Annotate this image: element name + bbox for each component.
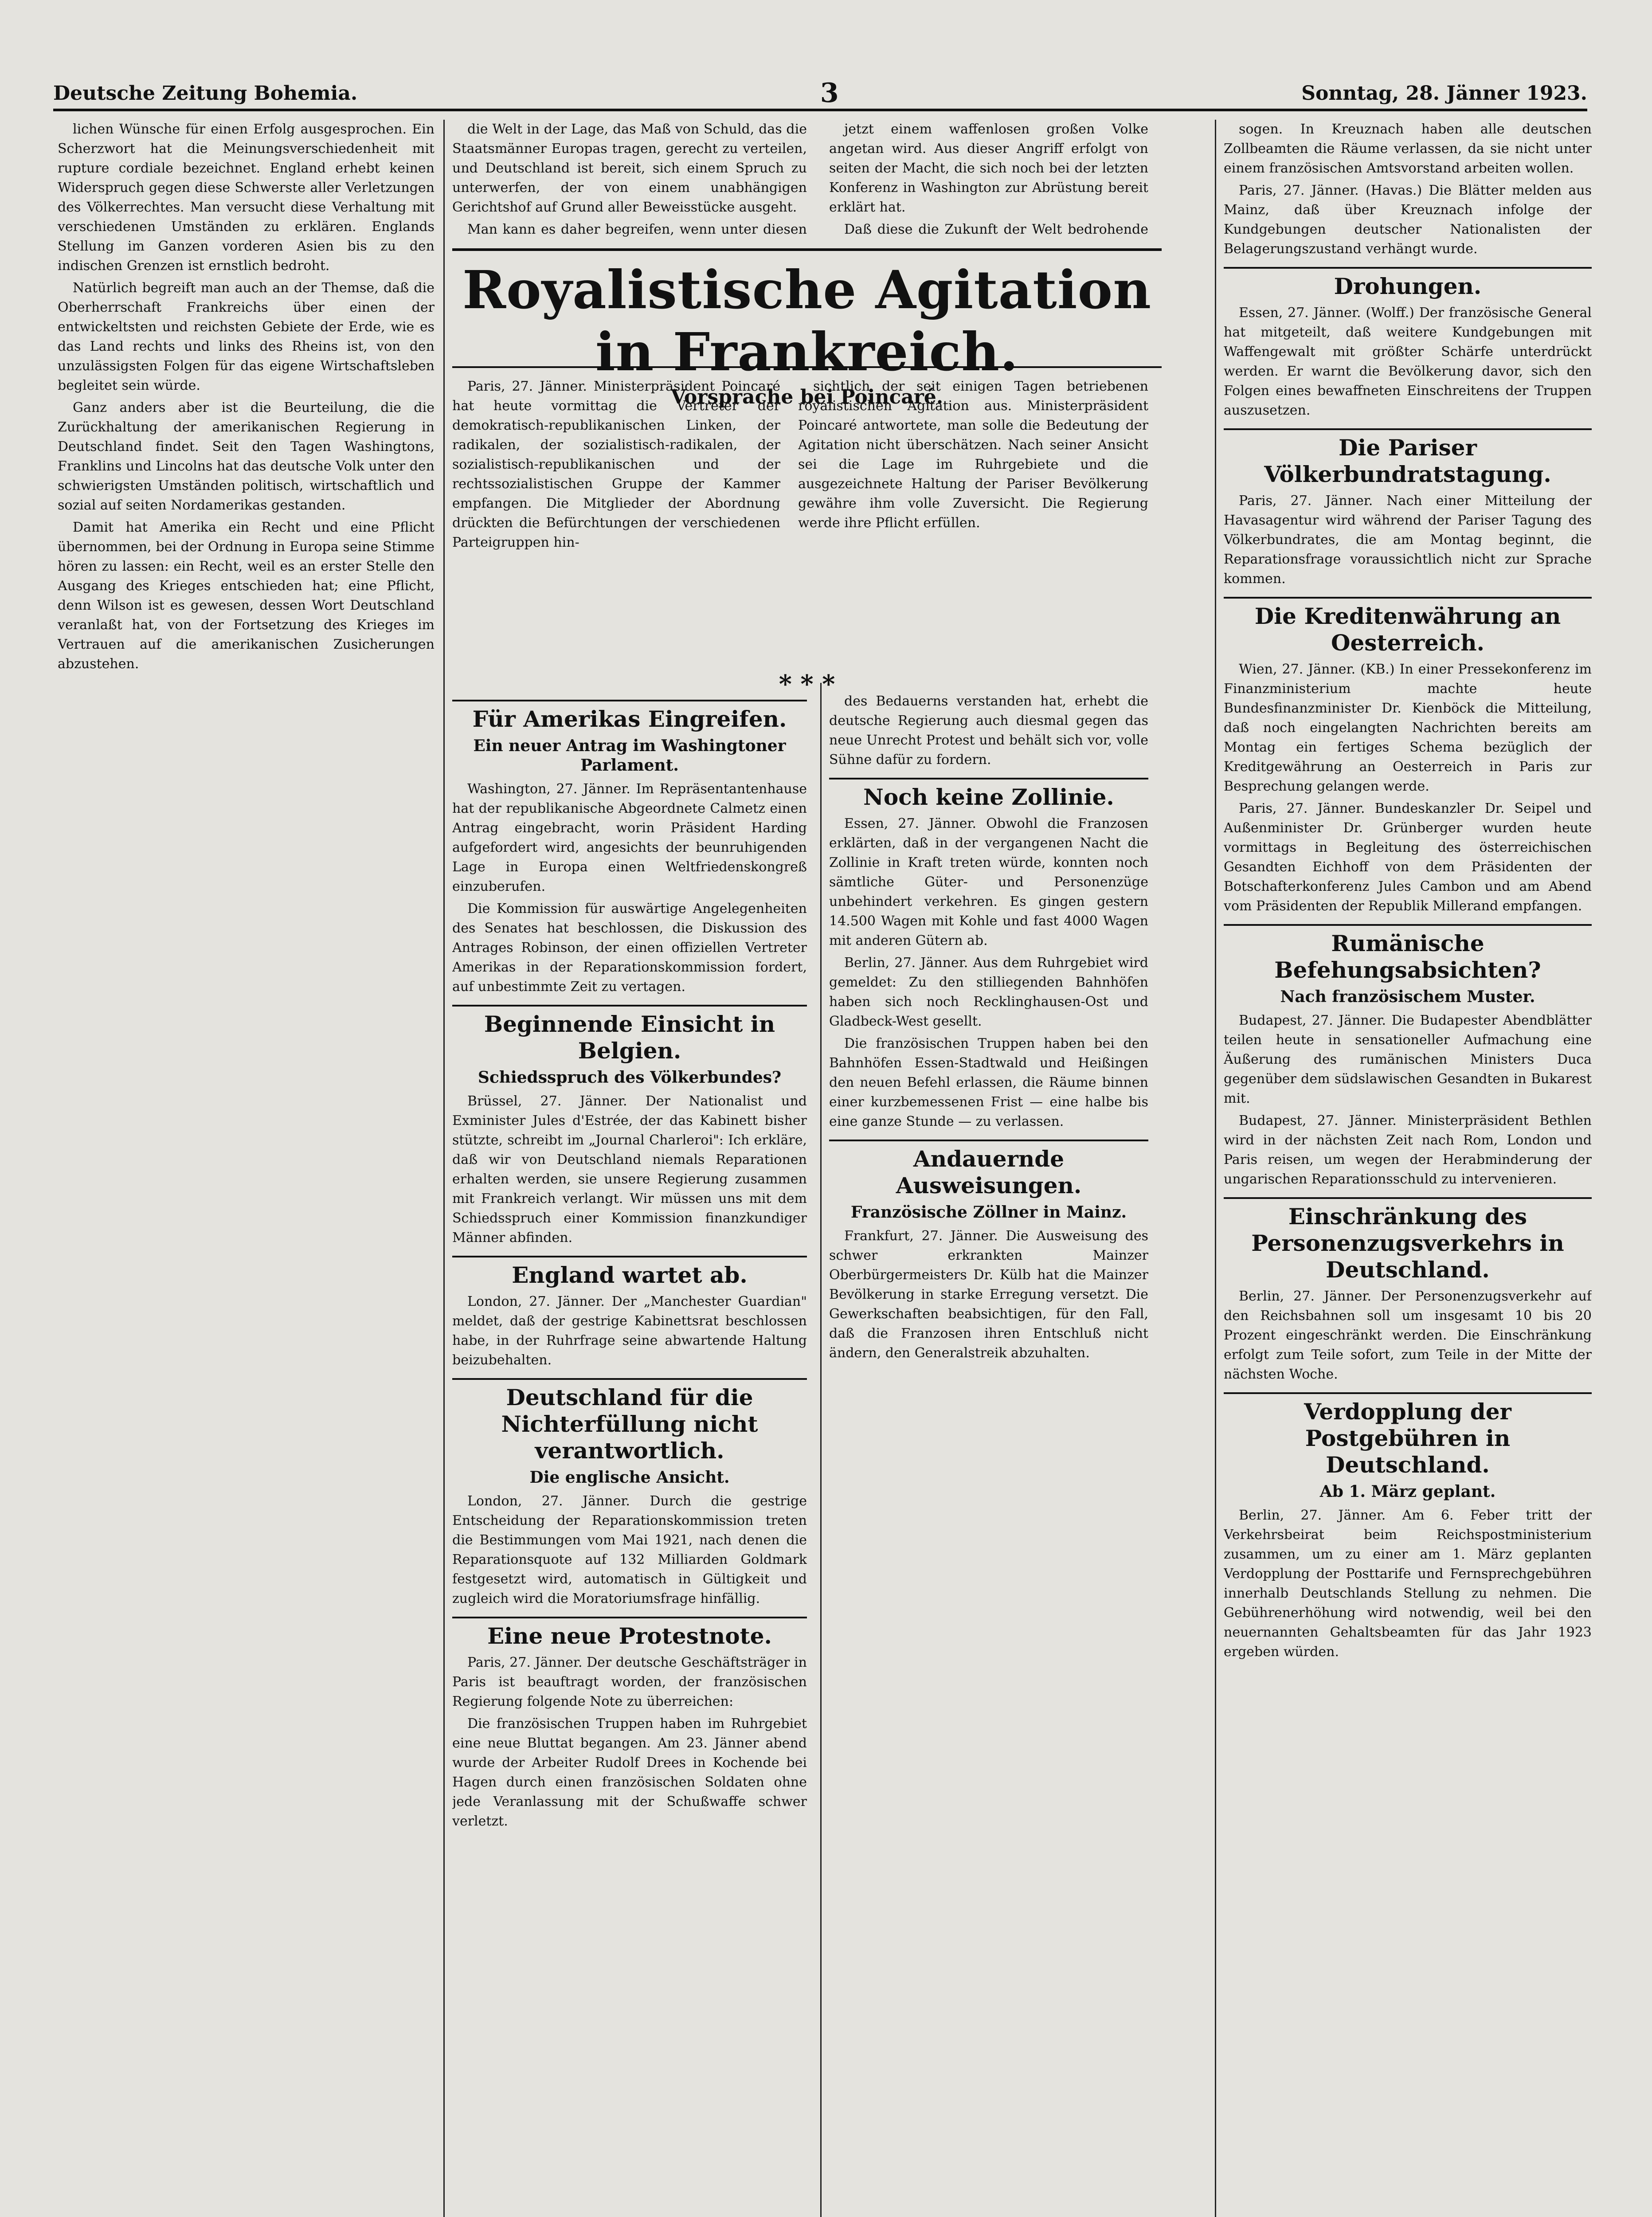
paragraph: des Bedauerns verstanden hat, erhebt die deutsche Regierung auch diesmal gegen das neue Unrecht Protest und behält sich vor, volle Sühne dafür zu fordern.: [829, 693, 1148, 768]
article-headline: Deutschland für die Nichterfüllung nicht verantwortlich.: [452, 1378, 807, 1464]
article-subhead: Schiedsspruch des Völkerbundes?: [478, 1068, 782, 1087]
article-headline: Beginnende Einsicht in Belgien.: [452, 1005, 807, 1064]
article-headline: Für Amerikas Eingreifen.: [452, 700, 807, 732]
column-1: [58, 120, 435, 2217]
article-headline: Andauernde Ausweisungen.: [829, 1140, 1148, 1199]
section-divider-stars: * * *: [779, 670, 835, 699]
paragraph: Berlin, 27. Jänner. Der Personenzugsverkehr auf den Reichsbahnen soll um insgesamt 10 bis 20 Prozent eingeschränkt werden. Die Einschränkung erfolgt zum Teile sofort, zum Teile in der Mitte der nächsten Woche.: [1224, 1289, 1592, 1382]
paragraph: Ganz anders aber ist die Beurteilung, die die Zurückhaltung der amerikanischen Regierung in Deutschland findet. Seit den Tagen Washingtons, Franklins und Lincolns hat das deutsche Volk unter den schwierigsten Umständen politisch, wirtschaftlich und sozial auf seiten Nordamerikas gestanden.: [58, 400, 435, 513]
paragraph: Die französischen Truppen haben bei den Bahnhöfen Essen-Stadtwald und Heißingen den neuen Befehl erlassen, die Räume binnen einer kurzbemessenen Frist — eine halbe bis eine ganze Stunde — zu verlassen.: [829, 1036, 1148, 1129]
paragraph: Paris, 27. Jänner. (Havas.) Die Blätter melden aus Mainz, daß über Kreuznach infolge der Kundgebungen deutscher Nationalisten der Belagerungszustand verhängt wurde.: [1224, 183, 1592, 257]
article-headline: Drohungen.: [1224, 267, 1592, 300]
article-subhead: Die englische Ansicht.: [529, 1468, 730, 1487]
paragraph: Paris, 27. Jänner. Nach einer Mitteilung der Havasagentur wird während der Pariser Tagung des Völkerbundrates, die am Montag beginnt, die Reparationsfrage voraussichtlich nicht zur Sprache kommen.: [1224, 493, 1592, 587]
column-rule: [443, 120, 445, 2217]
poincare-article-right: [798, 377, 1148, 661]
issue-date: Sonntag, 28. Jänner 1923.: [1301, 82, 1587, 105]
paragraph: London, 27. Jänner. Der „Manchester Guardian" meldet, daß der gestrige Kabinettsrat beschlossen habe, in der Ruhrfrage seine abwartende Haltung beizubehalten.: [452, 1294, 807, 1368]
column-3-bottom: [829, 692, 1148, 2217]
paragraph: Berlin, 27. Jänner. Aus dem Ruhrgebiet wird gemeldet: Zu den stilliegenden Bahnhöfen haben sich noch Recklinghausen-Ost und Gladbeck-West gesellt.: [829, 955, 1148, 1029]
paragraph: sogen. In Kreuznach haben alle deutschen Zollbeamten die Räume verlassen, da sie nicht unter einem französischen Amtsvorstand arbeiten wollen.: [1224, 121, 1592, 176]
article-headline: Die Kreditenwährung an Oesterreich.: [1224, 597, 1592, 656]
paragraph: Daß diese die Zukunft der Welt bedrohende: [844, 222, 1148, 237]
main-headline: Royalistische Agitation in Frankreich.: [462, 259, 1152, 383]
article-subhead: Ab 1. März geplant.: [1319, 1482, 1496, 1501]
paragraph: Washington, 27. Jänner. Im Repräsentantenhause hat der republikanische Abgeordnete Calmetz einen Antrag eingebracht, worin Präsident Harding aufgefordert wird, angesichts der beunruhigenden Lage in Europa einen Weltfriedenskongreß einzuberufen.: [452, 781, 807, 894]
column-4: [1224, 120, 1592, 2217]
article-subhead: Französische Zöllner in Mainz.: [850, 1203, 1127, 1222]
paragraph: Die Kommission für auswärtige Angelegenheiten des Senates hat beschlossen, die Diskussion des Antrages Robinson, der einen offiziellen Vertreter Amerikas in der Reparationskommission fordert, auf unbestimmte Zeit zu vertagen.: [452, 901, 807, 995]
paragraph: sichtlich der seit einigen Tagen betriebenen royalistischen Agitation aus. Ministerpräsident Poincaré antwortete, man solle die Bedeutung der Agitation nicht überschätzen. Nach seiner Ansicht sei die Lage im Ruhrgebiete und die ausgezeichnete Haltung der Pariser Bevölkerung gewähre ihm volle Zuversicht. Die Regierung werde ihre Pflicht erfüllen.: [798, 379, 1148, 531]
page-number: 3: [820, 78, 839, 109]
paragraph: Paris, 27. Jänner. Der deutsche Geschäftsträger in Paris ist beauftragt worden, der französischen Regierung folgende Note zu überreichen:: [452, 1655, 807, 1709]
banner-headline: [452, 248, 1162, 408]
article-headline: Eine neue Protestnote.: [452, 1617, 807, 1649]
column-rule: [1215, 120, 1216, 2217]
column-2-top: [452, 120, 807, 239]
main-subhead: Vorsprache bei Poincaré.: [670, 386, 943, 408]
paragraph: Budapest, 27. Jänner. Die Budapester Abendblätter teilen heute in sensationeller Aufmachung eine Äußerung des rumänischen Ministers Duca gegenüber dem südslawischen Gesandten in Bukarest mit.: [1224, 1013, 1592, 1106]
article-headline: Die Pariser Völkerbundratstagung.: [1224, 428, 1592, 488]
paragraph: jetzt einem waffenlosen großen Volke angetan wird. Aus dieser Angriff erfolgt von seiten der Macht, die sich noch bei der letzten Konferenz in Washington zur Abrüstung bereit erklärt hat.: [829, 121, 1148, 215]
paragraph: Paris, 27. Jänner. Ministerpräsident Poincaré hat heute vormittag die Vertreter der demokratisch-republikanischen Linken, der radikalen, der sozialistisch-radikalen, der sozialistisch-republikanischen und der rechtssozialistischen Gruppe der Kammer empfangen. Die Mitglieder der Abordnung drückten die Befürchtungen der verschiedenen Parteigruppen hin-: [452, 379, 780, 550]
column-rule: [820, 683, 822, 2217]
article-headline: England wartet ab.: [452, 1256, 807, 1289]
paper-name: Deutsche Zeitung Bohemia.: [53, 82, 358, 105]
column-2-bottom: [452, 692, 807, 2217]
masthead: [53, 78, 1587, 111]
paragraph: Natürlich begreift man auch an der Themse, daß die Oberherrschaft Frankreichs über einen der entwickeltsten und reichsten Gebiete der Erde, wie es das Land rechts und links des Rheins ist, von den unzulässigsten Folgen für das eigene Wirtschaftsleben begleitet sein würde.: [58, 280, 435, 393]
paragraph: Essen, 27. Jänner. Obwohl die Franzosen erklärten, daß in der vergangenen Nacht die Zollinie in Kraft treten würde, konnten noch sämtliche Güter- und Personenzüge unbehindert verkehren. Es gingen gestern 14.500 Wagen mit Kohle und fast 4000 Wagen mit anderen Gütern ab.: [829, 816, 1148, 948]
paragraph: Die französischen Truppen haben im Ruhrgebiet eine neue Bluttat begangen. Am 23. Jänner abend wurde der Arbeiter Rudolf Drees in Kochende bei Hagen durch einen französischen Soldaten ohne jede Veranlassung mit der Schußwaffe schwer verletzt.: [452, 1716, 807, 1829]
article-headline: Noch keine Zollinie.: [829, 778, 1148, 811]
article-subhead: Nach französischem Muster.: [1280, 987, 1535, 1006]
paragraph: Brüssel, 27. Jänner. Der Nationalist und Exminister Jules d'Estrée, der das Kabinett bisher stützte, schreibt im „Journal Charleroi": Ich erkläre, daß wir von Deutschland niemals Reparationen erhalten werden, sie unsere Regierung zusammen mit Frankreich verlangt. Wir müssen uns mit dem Schiedsspruch einer Kommission finanzkundiger Männer abfinden.: [452, 1093, 807, 1246]
paragraph: Berlin, 27. Jänner. Am 6. Feber tritt der Verkehrsbeirat beim Reichspostministerium zusammen, um zu einer am 1. März geplanten Verdopplung der Posttarife und Fernsprechgebühren innerhalb Deutschlands Stellung zu nehmen. Die Gebührenerhöhung wird notwendig, weil bei den neuernannten Gehaltsbeamten für das Jahr 1923 ergeben würden.: [1224, 1508, 1592, 1660]
paragraph: Budapest, 27. Jänner. Ministerpräsident Bethlen wird in der nächsten Zeit nach Rom, London und Paris reisen, um wegen der Herabminderung der ungarischen Reparationsschuld zu intervenieren.: [1224, 1113, 1592, 1187]
paragraph: Wien, 27. Jänner. (KB.) In einer Pressekonferenz im Finanzministerium machte heute Bundesfinanzminister Dr. Kienböck die Mitteilung, daß noch eingelangten Nachrichten bereits am Montag ein fertiges Schema bezüglich der Kreditgewährung an Oesterreich in Paris zur Besprechung gelangen werde.: [1224, 662, 1592, 794]
paragraph: London, 27. Jänner. Durch die gestrige Entscheidung der Reparationskommission treten die Bestimmungen vom Mai 1921, nach denen die Reparationsquote auf 132 Milliarden Goldmark festgesetzt wird, automatisch in Gültigkeit und zugleich wird die Moratoriumsfrage hinfällig.: [452, 1493, 807, 1606]
paragraph: Paris, 27. Jänner. Bundeskanzler Dr. Seipel und Außenminister Dr. Grünberger wurden heute vormittags in Begleitung des österreichischen Gesandten Eichhoff von dem Präsidenten der Botschafterkonferenz Jules Cambon und am Abend vom Präsidenten der Republik Millerand empfangen.: [1224, 801, 1592, 914]
article-headline: Einschränkung des Personenzugsverkehrs in Deutschland.: [1224, 1197, 1592, 1283]
article-headline: Verdopplung der Postgebühren in Deutschland.: [1224, 1392, 1592, 1478]
column-3-top: [829, 120, 1148, 239]
paragraph: Frankfurt, 27. Jänner. Die Ausweisung des schwer erkrankten Mainzer Oberbürgermeisters Dr. Külb hat die Mainzer Bevölkerung in starke Erregung versetzt. Die Gewerkschaften beabsichtigen, für den Fall, daß die Franzosen ihren Entschluß nicht ändern, den Generalstreik abzuhalten.: [829, 1228, 1148, 1361]
paragraph: die Welt in der Lage, das Maß von Schuld, das die Staatsmänner Europas tragen, gerecht zu verteilen, und Deutschland ist bereit, sich einem Spruch zu unterwerfen, der von einem unabhängigen Gerichtshof auf Grund aller Beweisstücke ausgeht.: [452, 121, 807, 215]
paragraph: Man kann es daher begreifen, wenn unter diesen: [467, 222, 807, 237]
paragraph: lichen Wünsche für einen Erfolg ausgesprochen. Ein Scherzwort hat die Meinungsverschiedenheit mit rupture cordiale bezeichnet. England erhebt keinen Widerspruch gegen diese Schwerste aller Verletzungen des Völkerrechtes. Man versucht diese Verhaltung mit verschiedenen Umständen zu erklären. Englands Stellung im Ganzen vorderen Asien bis zu den indischen Grenzen ist ernstlich bedroht.: [58, 121, 435, 274]
paragraph: Damit hat Amerika ein Recht und eine Pflicht übernommen, bei der Ordnung in Europa seine Stimme hören zu lassen: ein Recht, weil es an erster Stelle den Ausgang des Krieges entschieden hat; eine Pflicht, denn Wilson ist es gewesen, dessen Wort Deutschland veranlaßt hat, von der Fortsetzung des Krieges im Vertrauen auf die amerikanischen Zusicherungen abzustehen.: [58, 520, 435, 672]
paragraph: Essen, 27. Jänner. (Wolff.) Der französische General hat mitgeteilt, daß weitere Kundgebungen mit Waffengewalt mit größter Schärfe unterdrückt werden. Er warnt die Bevölkerung davor, sich den Folgen eines bewaffneten Einschreitens der Truppen auszusetzen.: [1224, 305, 1592, 418]
article-subhead: Ein neuer Antrag im Washingtoner Parlament.: [473, 736, 786, 775]
poincare-article-left: [452, 377, 780, 661]
article-headline: Rumänische Befehungsabsichten?: [1224, 924, 1592, 983]
